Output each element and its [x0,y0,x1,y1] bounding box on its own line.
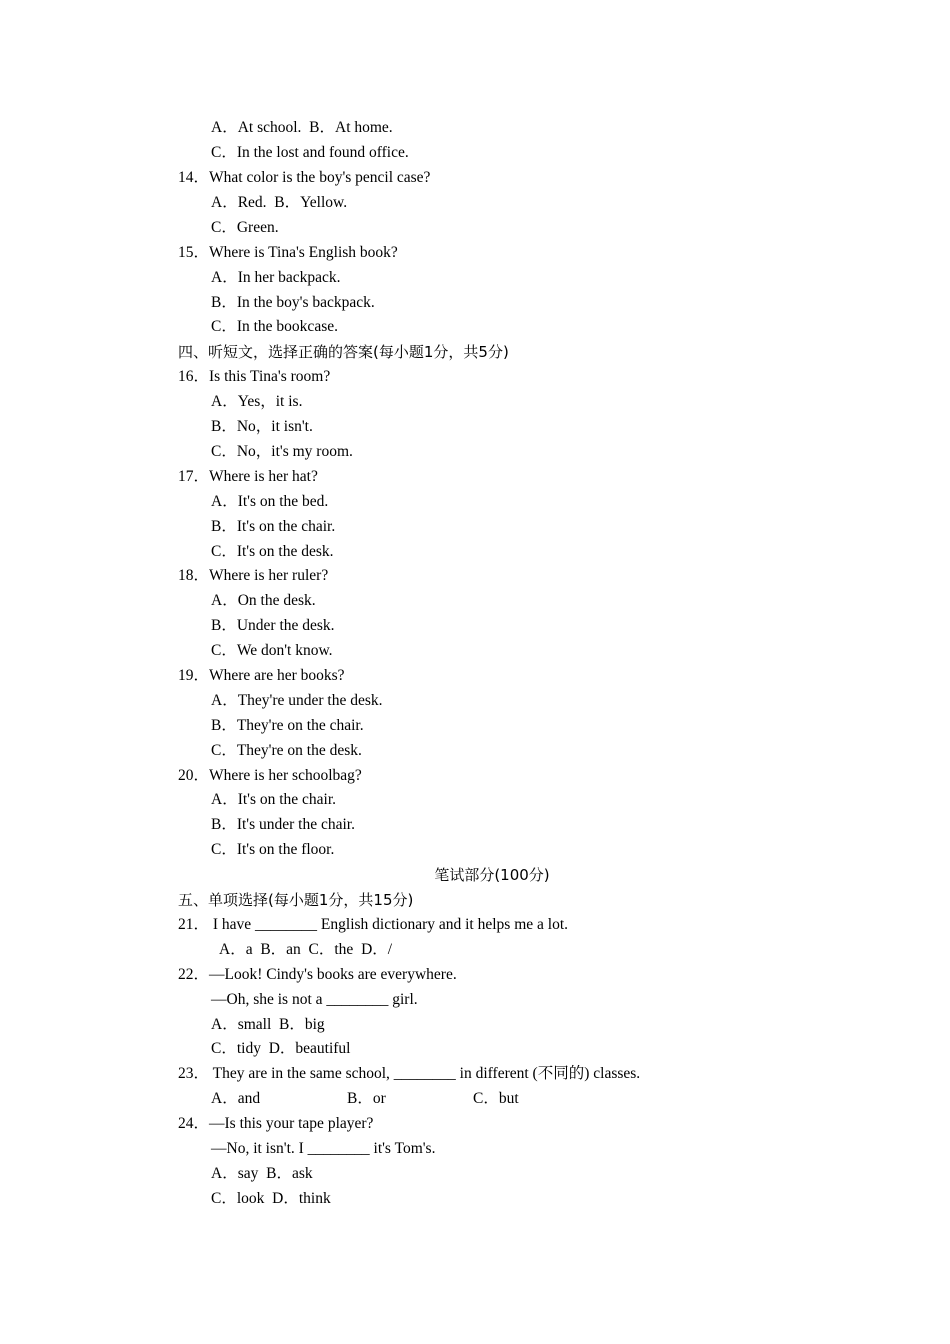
q22-question: 22．—Look! Cindy's books are everywhere. [178,966,457,983]
q18-option-a: A．On the desk. [211,592,316,609]
q21-question: 21． I have ________ English dictionary and it helps me a lot. [178,916,569,933]
q23-option-b: B．or [347,1090,386,1107]
q24-options-ab: A．say B．ask [211,1165,313,1182]
q18-question: 18．Where is her ruler? [178,567,329,584]
q13-option-c: C．In the lost and found office. [211,144,409,161]
q20-option-a: A．It's on the chair. [211,791,337,808]
q17-option-a: A．It's on the bed. [211,493,329,510]
q19-option-a: A．They're under the desk. [211,692,383,709]
q23-question: 23． They are in the same school, ________ in different (不同的) classes. [178,1065,641,1082]
q22-response: —Oh, she is not a ________ girl. [211,991,418,1008]
q13-options-ab: A．At school. B．At home. [211,119,393,136]
q15-option-b: B．In the boy's backpack. [211,294,375,311]
q17-question: 17．Where is her hat? [178,468,318,485]
section-5-heading: 五、单项选择(每小题1分，共15分) [178,891,414,909]
q19-question: 19．Where are her books? [178,667,345,684]
q17-option-c: C．It's on the desk. [211,543,334,560]
q16-question: 16．Is this Tina's room? [178,368,331,385]
q19-option-c: C．They're on the desk. [211,742,362,759]
q23-option-c: C．but [473,1090,519,1107]
q20-question: 20．Where is her schoolbag? [178,767,362,784]
q22-options-cd: C．tidy D．beautiful [211,1040,351,1057]
q24-question: 24．—Is this your tape player? [178,1115,374,1132]
q18-option-b: B．Under the desk. [211,617,335,634]
q20-option-b: B．It's under the chair. [211,816,355,833]
q15-question: 15．Where is Tina's English book? [178,244,398,261]
q18-option-c: C．We don't know. [211,642,333,659]
q14-option-c: C．Green. [211,219,279,236]
q16-option-c: C．No，it's my room. [211,443,353,460]
q14-question: 14．What color is the boy's pencil case? [178,169,431,186]
section-4-heading: 四、听短文，选择正确的答案(每小题1分，共5分) [178,343,509,361]
q17-option-b: B．It's on the chair. [211,518,336,535]
q23-option-a: A．and [211,1090,261,1107]
q16-option-b: B．No，it isn't. [211,418,313,435]
q19-option-b: B．They're on the chair. [211,717,364,734]
q22-options-ab: A．small B．big [211,1016,325,1033]
q14-options-ab: A．Red. B．Yellow. [211,194,348,211]
written-part-heading: 笔试部分(100分) [434,866,550,884]
q20-option-c: C．It's on the floor. [211,841,335,858]
q16-option-a: A．Yes，it is. [211,393,303,410]
q24-options-cd: C．look D．think [211,1190,331,1207]
q15-option-c: C．In the bookcase. [211,318,338,335]
q24-response: —No, it isn't. I ________ it's Tom's. [211,1140,436,1157]
q21-options: A．a B．an C．the D．/ [219,941,393,958]
q15-option-a: A．In her backpack. [211,269,341,286]
